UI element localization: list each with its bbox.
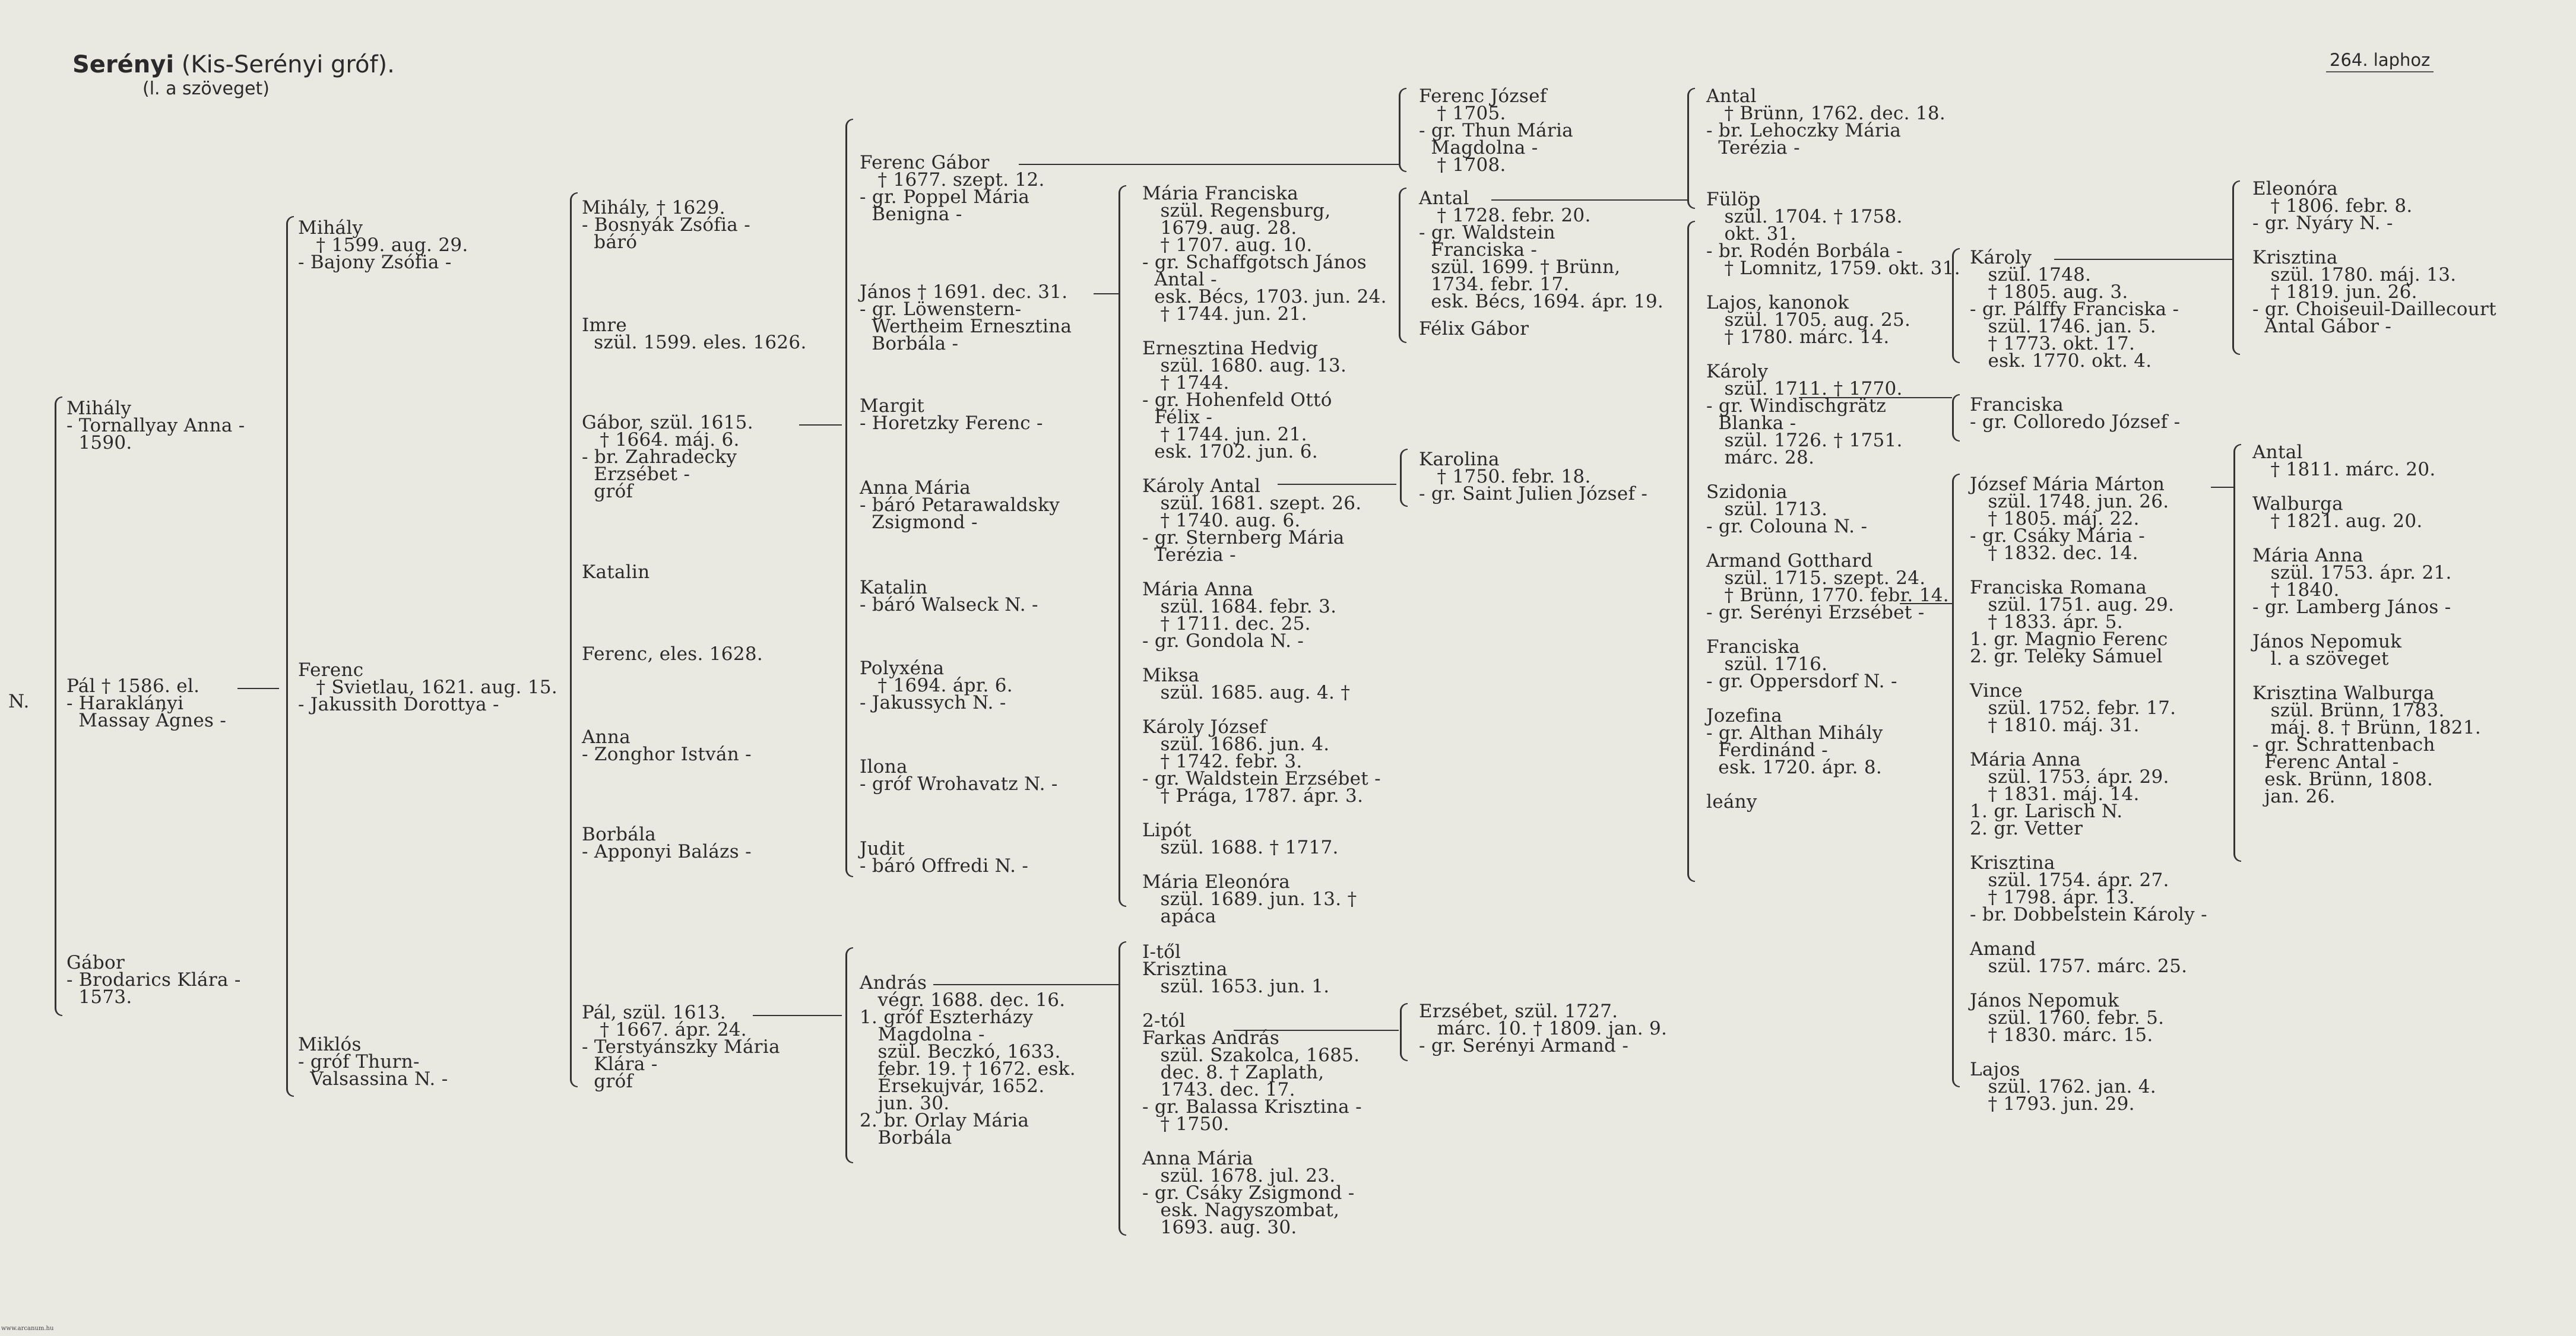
entry-g2-ferenc: Ferenc † Svietlau, 1621. aug. 15. - Jakussith Dorottya - xyxy=(298,659,558,715)
entry-g6-antal: Antal † 1728. febr. 20. - gr. Waldstein Franciska - szül. 1699. † Brünn, 1734. febr. 17. esk. Bécs, 1694. ápr. 19. xyxy=(1419,188,1664,312)
entry-g3-anna: Anna - Zonghor István - xyxy=(582,726,752,765)
connector-line xyxy=(1900,603,1952,604)
entry-g9-top: Eleonóra † 1806. febr. 8. - gr. Nyáry N. - Krisztina szül. 1780. máj. 13. † 1819. jun. 26. - gr. Choiseuil-Daillecourt Antal Gábor - xyxy=(2252,178,2496,337)
entry-g3-katalin: Katalin xyxy=(582,561,650,583)
bracket-gen6-d xyxy=(1400,1003,1408,1061)
connector-line xyxy=(237,688,279,689)
page-reference: 264. laphoz xyxy=(2326,50,2434,72)
entry-g1-pal: Pál † 1586. el. - Haraklányi Massay Ágnes - xyxy=(66,675,227,731)
entry-g4-anna-maria: Anna Mária - báró Petarawaldsky Zsigmond - xyxy=(860,477,1060,533)
entry-g1-mihaly: Mihály - Tornallyay Anna - 1590. xyxy=(66,398,245,453)
page-subtitle: (l. a szöveget) xyxy=(142,78,270,99)
bracket-gen9-top xyxy=(2232,180,2240,355)
entry-g4-judit: Judit - báró Offredi N. - xyxy=(860,838,1029,877)
bracket-gen7-top xyxy=(1687,88,1695,209)
entry-g9-bottom: Antal † 1811. márc. 20. Walburga † 1821. aug. 20. Mária Anna szül. 1753. ápr. 21. † 1840. - gr. Lamberg János - János Nepomuk l. a szöveget Krisztina Walburga szül. Brünn, 1783. máj. 8. † Brünn, 1821. - gr. Schrattenbach Ferenc Antal - esk. Brünn, 1808. jan. 26. xyxy=(2252,442,2481,807)
bracket-gen9-bottom xyxy=(2233,444,2241,862)
entry-g4-andras: András végr. 1688. dec. 16. 1. gróf Eszterházy Magdolna - szül. Beczkó, 1633. febr. 19. † 1672. esk. Érsekujvár, 1652. jun. 30. 2. br. Orlay Mária Borbála xyxy=(860,972,1076,1148)
bracket-gen8-franciska xyxy=(1952,394,1960,442)
bracket-gen2 xyxy=(286,216,294,1097)
entry-g7-children: Antal † Brünn, 1762. dec. 18. - br. Lehoczky Mária Terézia - Fülöp szül. 1704. † 1758. okt. 31. - br. Rodén Borbála - † Lomnitz, 1759. okt. 31. Lajos, kanonok szül. 1705. aug. 25. † 1780. márc. 14. Károly szül. 1711. † 1770. - gr. Windischgrätz Blanka - szül. 1726. † 1751. márc. 28. Szidonia szül. 1713. - gr. Colouna N. - Armand Gotthard szül. 1715. szept. 24. † Brünn, 1770. febr. 14. - gr. Serényi Erzsébet - Franciska szül. 1716. - gr. Oppersdorf N. - Jozefina - gr. Althan Mihály Ferdinánd - esk. 1720. ápr. 8. leány xyxy=(1706,85,1960,813)
entry-g4-janos: János † 1691. dec. 31. - gr. Löwenstern- Wertheim Ernesztina Borbála - xyxy=(860,281,1072,354)
connector-line xyxy=(1234,1030,1399,1031)
entry-g3-pal: Pál, szül. 1613. † 1667. ápr. 24. - Terstyánszky Mária Klára - gróf xyxy=(582,1002,780,1092)
bracket-gen3 xyxy=(570,192,578,1087)
connector-line xyxy=(1278,484,1396,485)
entry-g8-franciska: Franciska - gr. Colloredo József - xyxy=(1970,394,2181,433)
entry-g5-children: Mária Franciska szül. Regensburg, 1679. aug. 28. † 1707. aug. 10. - gr. Schaffgotsch János Antal - esk. Bécs, 1703. jun. 24. † 1744. jun. 21. Ernesztina Hedvig szül. 1680. aug. 13. † 1744. - gr. Hohenfeld Ottó Félix - † 1744. jun. 21. esk. 1702. jun. 6. Károly Antal szül. 1681. szept. 26. † 1740. aug. 6. - gr. Sternberg Mária Terézia - Mária Anna szül. 1684. febr. 3. † 1711. dec. 25. - gr. Gondola N. - Miksa szül. 1685. aug. 4. † Károly József szül. 1686. jun. 4. † 1742. febr. 3. - gr. Waldstein Erzsébet - † Prága, 1787. ápr. 3. Lipót szül. 1688. † 1717. Mária Eleonóra szül. 1689. jun. 13. † apáca xyxy=(1142,183,1387,927)
entry-g3-borbala: Borbála - Apponyi Balázs - xyxy=(582,824,752,862)
bracket-gen4-upper xyxy=(845,119,853,877)
page-title: Serényi (Kis-Serényi gróf). xyxy=(72,51,395,78)
entry-g3-gabor: Gábor, szül. 1615. † 1664. máj. 6. - br. Zahradecky Erzsébet - gróf xyxy=(582,412,753,502)
entry-g4-margit: Margit - Horetzky Ferenc - xyxy=(860,395,1043,434)
bracket-gen8 xyxy=(1952,474,1960,1087)
connector-line xyxy=(933,984,1119,985)
connector-line xyxy=(1799,397,1952,398)
connector-line xyxy=(753,1015,842,1016)
entry-g4-polyxena: Polyxéna † 1694. ápr. 6. - Jakussych N. - xyxy=(860,658,1013,713)
entry-g2-mihaly: Mihály † 1599. aug. 29. - Bajony Zsófia - xyxy=(298,217,468,273)
entry-g3-imre: Imre szül. 1599. eles. 1626. xyxy=(582,315,807,353)
connector-line xyxy=(1491,199,1687,201)
entry-g6-felix: Félix Gábor xyxy=(1419,318,1529,339)
connector-line xyxy=(1019,164,1399,165)
root-ancestor: N. xyxy=(8,691,30,712)
bracket-gen6-b xyxy=(1399,188,1406,343)
bracket-gen1 xyxy=(55,396,62,1016)
source-watermark: www.arcanum.hu xyxy=(1,1325,54,1332)
bracket-gen6-c xyxy=(1400,449,1408,507)
bracket-gen7 xyxy=(1687,221,1695,882)
bracket-gen8-karoly xyxy=(1952,248,1960,363)
entry-g6-ferenc-jozsef: Ferenc József † 1705. - gr. Thun Mária Magdolna - † 1708. xyxy=(1419,85,1573,176)
entry-g2-miklos: Miklós - gróf Thurn- Valsassina N. - xyxy=(298,1034,448,1090)
entry-g1-gabor: Gábor - Brodarics Klára - 1573. xyxy=(66,952,241,1008)
entry-g3-mihaly: Mihály, † 1629. - Bosnyák Zsófia - báró xyxy=(582,197,750,253)
bracket-gen4-lower xyxy=(845,947,853,1163)
entry-g3-ferenc: Ferenc, eles. 1628. xyxy=(582,643,763,665)
connector-line xyxy=(2211,487,2233,488)
entry-g6-karolina: Karolina † 1750. febr. 18. - gr. Saint Julien József - xyxy=(1419,449,1648,504)
connector-line xyxy=(2054,259,2232,260)
entry-g8-children: József Mária Márton szül. 1748. jun. 26. † 1805. máj. 22. - gr. Csáky Mária - † 1832. dec. 14. Franciska Romana szül. 1751. aug. 29. † 1833. ápr. 5. 1. gr. Magnio Ferenc 2. gr. Teleky Sámuel Vince szül. 1752. febr. 17. † 1810. máj. 31. Mária Anna szül. 1753. ápr. 29. † 1831. máj. 14. 1. gr. Larisch N. 2. gr. Vetter Krisztina szül. 1754. ápr. 27. † 1798. ápr. 13. - br. Dobbelstein Károly - Amand szül. 1757. márc. 25. János Nepomuk szül. 1760. febr. 5. † 1830. márc. 15. Lajos szül. 1762. jan. 4. † 1793. jun. 29. xyxy=(1970,474,2207,1115)
connector-line xyxy=(1094,293,1119,294)
bracket-gen5-upper xyxy=(1119,185,1126,907)
entry-g8-karoly: Károly szül. 1748. † 1805. aug. 3. - gr. Pálffy Franciska - szül. 1746. jan. 5. † 1773. okt. 17. esk. 1770. okt. 4. xyxy=(1970,247,2179,372)
entry-g4-katalin: Katalin - báró Walseck N. - xyxy=(860,577,1038,615)
entry-g4-ferenc-gabor: Ferenc Gábor † 1677. szept. 12. - gr. Poppel Mária Benigna - xyxy=(860,152,1045,225)
bracket-gen6-a xyxy=(1399,88,1406,172)
bracket-gen5-lower xyxy=(1119,941,1126,1236)
entry-g4-ilona: Ilona - gróf Wrohavatz N. - xyxy=(860,756,1058,795)
entry-g5-andras-children: I-től Krisztina szül. 1653. jun. 1. 2-tól Farkas András szül. Szakolca, 1685. dec. 8. † Zaplath, 1743. dec. 17. - gr. Balassa Krisztina - † 1750. Anna Mária szül. 1678. jul. 23. - gr. Csáky Zsigmond - esk. Nagyszombat, 1693. aug. 30. xyxy=(1142,941,1362,1238)
connector-line xyxy=(799,424,842,426)
entry-g6-erzsebet: Erzsébet, szül. 1727. márc. 10. † 1809. jan. 9. - gr. Serényi Armand - xyxy=(1419,1001,1668,1056)
